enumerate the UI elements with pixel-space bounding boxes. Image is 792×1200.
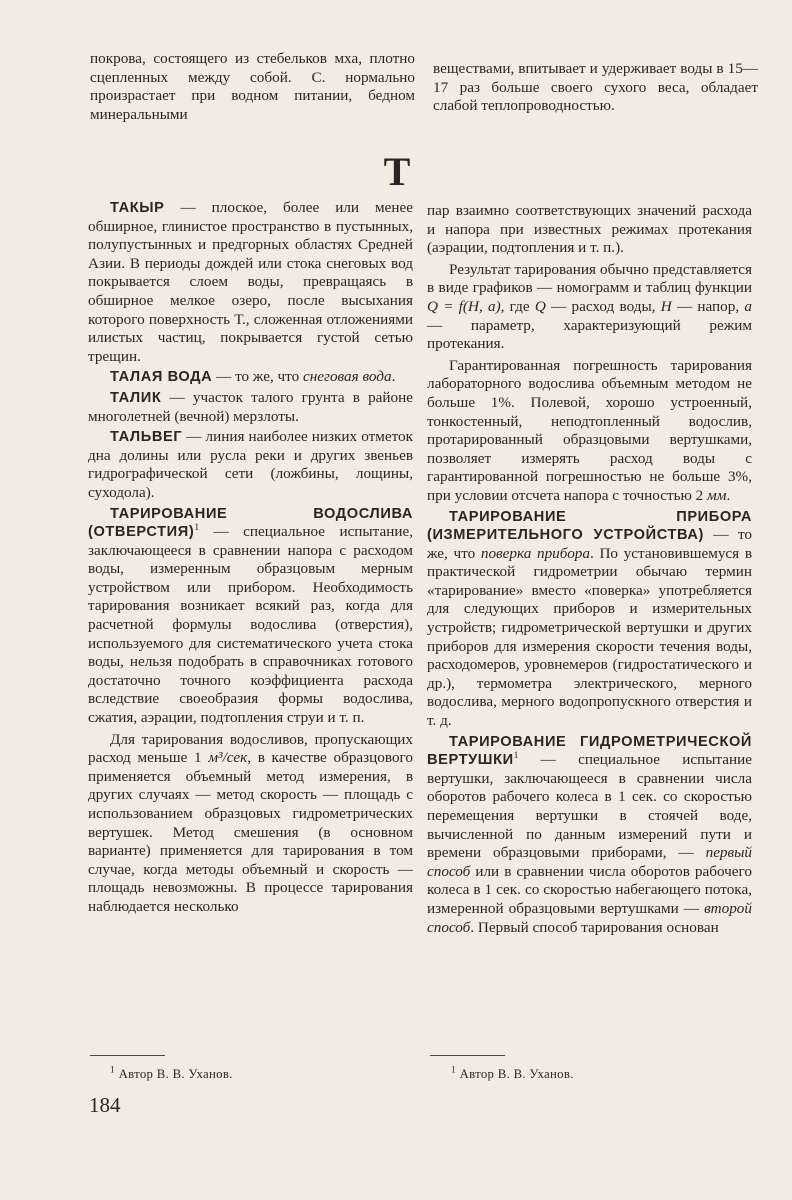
footnote-right	[451, 1066, 574, 1082]
footnote-right-text: Автор В. В. Уханов.	[459, 1067, 574, 1081]
text-span: — специальное испытание вертушки, заключающееся в сравнении числа оборотов рабочего колеса в 1 сек. со скоростью перемещения вертушки в стоячей воде, вычисленной по данным измерений пути и времени образцовыми приборами, —	[427, 751, 752, 862]
footnote-mark: 1	[110, 1065, 116, 1076]
entry-talik	[88, 389, 413, 426]
ref-snegovaya-voda: снеговая вода	[303, 368, 392, 386]
text-span: Для тарирования водосливов, пропускающих расход меньше 1	[88, 730, 413, 767]
footnote-left	[110, 1066, 233, 1082]
section-letter: Т	[383, 149, 411, 194]
text-span: Результат тарирования обычно представляется в виде графиков — номограмм и таблиц функции	[427, 260, 752, 297]
paragraph-result	[427, 261, 752, 354]
text-span: , где	[500, 297, 535, 315]
paragraph-vodoslivy	[88, 731, 413, 917]
text-span: или в сравнении числа оборотов рабочего колеса в 1 сек. со скоростью набегающего потока, измеренной образцовыми вертушками —	[427, 862, 752, 917]
text-span: — расход воды,	[545, 297, 661, 315]
text-tarirovanie-vodosliva: — специальное испытание, заключающееся в сравнении напора с расходом воды, измеренным образцовым мерным устройством или прибором. Необходимость тарирования возникает всякий раз, когда для расчетной формулы водослива (отверстия), используемого для систематического учета стока воды, нельзя подобрать в справочниках готового достаточно точного коэффициента расхода вследствие своеобразия формы водослива, сжатия, аэрации, подтопления струи и т. п.	[88, 523, 413, 727]
formula: Q = f(H, a)	[427, 297, 501, 315]
right-column	[427, 202, 752, 937]
top-left-text: покрова, состоящего из стебельков мха, плотно сцепленных между собой. С. нормально произрастает при водном питании, бедном минеральными	[90, 50, 415, 123]
text-span: Гарантированная погрешность тарирования лабораторного водослива объемным методом не больше 1%. Полевой, хорошо устроенный, тонкостенный, неподтопленный водослив, протарированный образцовыми вертушками, позволяет измерять расход воды с гарантированной погрешностью не больше 3%, при условии отсчета напора с точностью 2	[427, 356, 752, 504]
text-span: , в качестве образцового применяется объемный метод измерения, в других случаях — метод скорость — площадь с использованием образцовых гидрометрических вертушек. Метод смешения (в основном варианте) применяется для тарирования в том случае, когда методы объемный и скорость — площадь невозможны. В процессе тарирования наблюдается несколько	[88, 749, 413, 915]
text-takyr: — плоское, более или менее обширное, глинистое пространство в пустынных, полупустынных и предгорных областях Средней Азии. В периоды дождей или стока снеговых вод покрывается слоем воды, превращаясь в обширное мелкое озеро, после высыхания которого поверхность Т., сложенная отложениями илистых частиц, покрывается густой сетью трещин.	[88, 199, 413, 365]
text-talveg: — линия наиболее низких отметок дна долины или русла реки и других звеньев гидрографической сети (ложбины, лощины, суходола).	[88, 428, 413, 501]
text-span: — то же, что	[427, 526, 752, 562]
headword-talveg: ТАЛЬВЕГ	[110, 429, 183, 446]
symbol-q: Q	[534, 297, 546, 315]
headword-takyr: ТАКЫР	[110, 200, 165, 216]
punct: .	[726, 486, 731, 504]
unit-m3-sec: м³/сек	[208, 749, 248, 767]
headword-talik: ТАЛИК	[110, 389, 162, 406]
method-first: первый способ	[427, 844, 752, 880]
punct: .	[391, 368, 396, 386]
footnote-mark: 1	[451, 1065, 457, 1076]
left-column	[88, 197, 413, 917]
headword-tarirovanie-vertushki: ТАРИРОВАНИЕ ГИДРОМЕТРИЧЕСКОЙ ВЕРТУШКИ	[427, 733, 752, 769]
text-span: . По установившемуся в практической гидрометрии обычаю термин «тарирование» вместо «поверка» употребляется для следующих приборов и измерительных устройств; гидрометрической вертушки и других приборов для измерения скорости течения воды, расходомеров, уровнемеров (гидростатического и др.), термометра электрического, мерного водослива, мерного водопропускного отверстия и т. д.	[427, 544, 753, 730]
entry-takyr	[88, 199, 413, 366]
symbol-h: H	[660, 297, 672, 315]
method-second: второй способ	[427, 899, 752, 936]
ref-poverka-pribora: поверка прибора	[480, 544, 590, 562]
footnote-mark: 1	[513, 751, 519, 762]
text-talik: — участок талого грунта в районе многолетней (вечной) мерзлоты.	[88, 388, 413, 425]
paragraph-garant	[427, 357, 752, 506]
headword-tarirovanie-pribora: ТАРИРОВАНИЕ ПРИБОРА (ИЗМЕРИТЕЛЬНОГО УСТРОЙСТВА)	[427, 508, 752, 544]
page-number: 184	[89, 1093, 121, 1117]
entry-tarirovanie-vodosliva	[88, 505, 413, 728]
entry-tarirovanie-vertushki	[427, 733, 752, 938]
headword-talaya-voda: ТАЛАЯ ВОДА	[110, 369, 213, 386]
headword-tarirovanie-vodosliva: ТАРИРОВАНИЕ ВОДОСЛИВА (ОТВЕРСТИЯ)	[88, 505, 413, 541]
text-span: — напор,	[671, 297, 745, 315]
text-talaya-voda: — то же, что	[212, 368, 304, 386]
entry-talveg	[88, 428, 413, 502]
top-left-continuation	[90, 50, 415, 124]
footnote-rule-right	[430, 1055, 505, 1056]
symbol-a: a	[744, 297, 752, 315]
text-span: — параметр, характеризующий режим протекания.	[427, 316, 752, 353]
entry-talaya-voda	[88, 368, 413, 387]
text-span: . Первый способ тарирования основан	[470, 918, 719, 936]
top-right-continuation	[433, 60, 758, 116]
entry-tarirovanie-pribora	[427, 508, 752, 731]
footnote-left-text: Автор В. В. Уханов.	[118, 1067, 233, 1081]
top-right-text: веществами, впитывает и удерживает воды в 15—17 раз больше своего сухого веса, обладает слабой теплопроводностью.	[433, 60, 758, 115]
continuation-text: пар взаимно соответствующих значений расхода и напора при известных режимах протекания (аэрации, подтопления и т. п.).	[427, 202, 752, 257]
footnote-rule-left	[90, 1055, 165, 1056]
unit-mm: мм	[707, 486, 727, 504]
footnote-mark: 1	[194, 523, 200, 534]
